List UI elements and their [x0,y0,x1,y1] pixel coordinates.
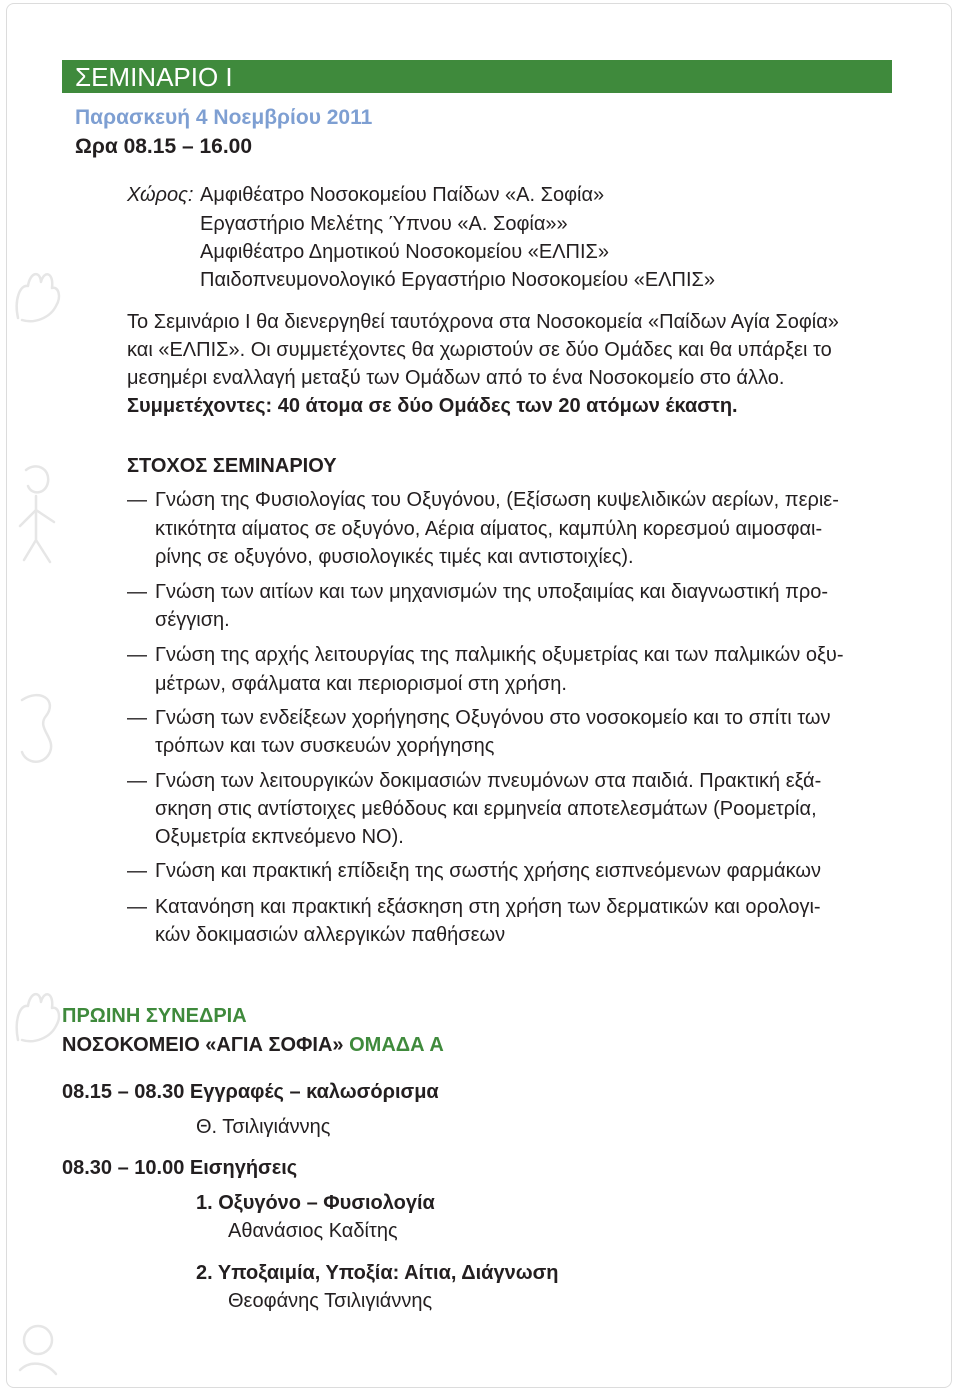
session-hospital: ΝΟΣΟΚΟΜΕΙΟ «ΑΓΙΑ ΣΟΦΙΑ» [62,1034,344,1056]
venue-line: Παιδοπνευμονολογικό Εργαστήριο Νοσοκομείου «ΕΛΠΙΣ» [200,269,716,291]
program-slot-title: Εισηγήσεις [189,1157,298,1179]
objective-line: Γνώση της Φυσιολογίας του Οξυγόνου, (Εξίσωση κυψελιδικών αερίων, περιε- [155,489,839,511]
venue-line: Αμφιθέατρο Νοσοκομείου Παίδων «Α. Σοφία» [200,184,605,206]
objective-line: Γνώση και πρακτική επίδειξη της σωστής χρήσης εισπνεόμενων φαρμάκων [155,860,821,882]
intro-line: Το Σεμινάριο Ι θα διενεργηθεί ταυτόχρονα στα Νοσοκομεία «Παίδων Αγία Σοφία» [127,311,839,333]
objective-bullet-dash: — [127,770,147,792]
objective-line: Γνώση της αρχής λειτουργίας της παλμικής οξυμετρίας και των παλμικών οξυ- [155,644,844,666]
session-group: ΟΜΑΔΑ Α [349,1034,444,1056]
objective-line: κτικότητα αίματος σε οξυγόνο, Αέρια αίματος, καμπύλη κορεσμού αιμοσφαι- [155,518,823,540]
program-slot-time: 08.30 – 10.00 [62,1157,185,1179]
intro-line: μεσημέρι εναλλαγή μεταξύ των Ομάδων από το ένα Νοσοκομείο στο άλλο. [127,367,785,389]
objective-bullet-dash: — [127,707,147,729]
objectives-heading: ΣΤΟΧΟΣ ΣΕΜΙΝΑΡΙΟΥ [127,455,337,477]
objective-line: ρίνης σε οξυγόνο, φυσιολογικές τιμές και αντιστοιχίες). [155,546,634,568]
objective-bullet-dash: — [127,489,147,511]
objective-bullet-dash: — [127,896,147,918]
program-slot-heading [62,1078,439,1106]
objective-line: Γνώση των αιτίων και των μηχανισμών της υποξαιμίας και διαγνωστική προ- [155,581,829,603]
decorative-line-doodle [20,1364,56,1374]
program-speaker: Θ. Τσιλιγιάννης [196,1116,331,1138]
objective-bullet-dash: — [127,860,147,882]
venue-label: Χώρος: [127,184,194,206]
objective-line: μέτρων, σφάλματα και περιορισμοί στη χρήση. [155,673,567,695]
participants-note: Συμμετέχοντες: 40 άτομα σε δύο Ομάδες των 20 ατόμων έκαστη. [127,395,738,417]
objective-line: κών δοκιμασιών αλλεργικών παθήσεων [155,924,506,946]
venue-line: Εργαστήριο Μελέτης Ύπνου «Α. Σοφία»» [200,213,568,235]
session-title: ΠΡΩΙΝΗ ΣΥΝΕΔΡΙΑ [62,1005,247,1027]
decorative-curl-doodle [22,695,51,762]
venue-line: Αμφιθέατρο Δημοτικού Νοσοκομείου «ΕΛΠΙΣ» [200,241,610,263]
seminar-hours: Ωρα 08.15 – 16.00 [75,135,253,158]
decorative-margin-doodles [6,0,66,1392]
session-hospital-line [62,1031,444,1059]
program-slot-heading [62,1154,297,1182]
objective-line: τρόπων και των συσκευών χορήγησης [155,735,495,757]
objective-line: Οξυμετρία εκπνεόμενο ΝΟ). [155,826,404,848]
program-slot-title: Εγγραφές – καλωσόρισμα [189,1081,439,1103]
talk-speaker: Θεοφάνης Τσιλιγιάννης [228,1290,433,1312]
objective-line: Κατανόηση και πρακτική εξάσκηση στη χρήση των δερματικών και ορολογι- [155,896,821,918]
objective-line: Γνώση των λειτουργικών δοκιμασιών πνευμόνων στα παιδιά. Πρακτική εξά- [155,770,822,792]
decorative-circle-doodle [24,1326,52,1354]
talk-title: 1. Οξυγόνο – Φυσιολογία [196,1192,435,1214]
objective-line: Γνώση των ενδείξεων χορήγησης Οξυγόνου στο νοσοκομείο και το σπίτι των [155,707,831,729]
seminar-title: ΣΕΜΙΝΑΡΙΟ Ι [75,62,233,92]
decorative-hand-doodle [17,994,59,1041]
intro-line: και «ΕΛΠΙΣ». Οι συμμετέχοντες θα χωριστούν σε δύο Ομάδες και θα υπάρξει το [127,339,832,361]
talk-title: 2. Υποξαιμία, Υποξία: Αίτια, Διάγνωση [196,1262,559,1284]
objective-line: σκηση στις αντίστοιχες μεθόδους και ερμηνεία αποτελεσμάτων (Ροομετρία, [155,798,817,820]
objective-bullet-dash: — [127,581,147,603]
decorative-hand-doodle [17,274,59,321]
seminar-date: Παρασκευή 4 Νοεμβρίου 2011 [75,106,373,129]
decorative-figure-doodle [20,466,54,562]
seminar-title-bar [62,60,892,93]
objective-bullet-dash: — [127,644,147,666]
objective-line: σέγγιση. [155,609,230,631]
program-slot-time: 08.15 – 08.30 [62,1081,185,1103]
talk-speaker: Αθανάσιος Καδίτης [228,1220,398,1242]
